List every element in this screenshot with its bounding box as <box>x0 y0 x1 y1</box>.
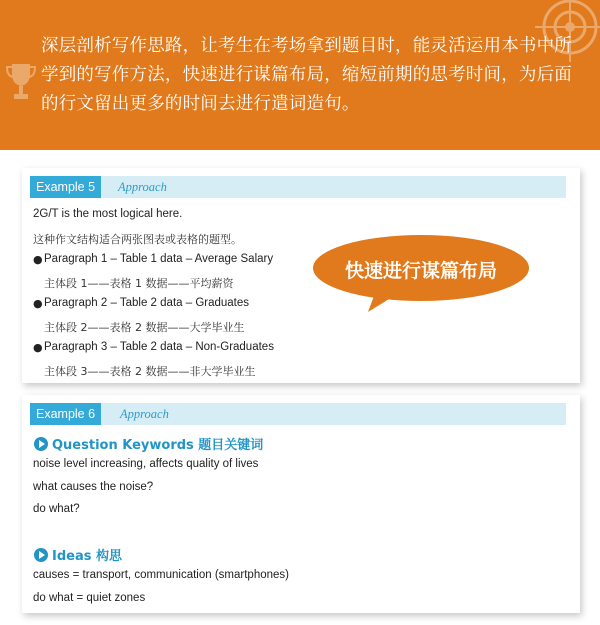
example-6-card <box>22 395 580 613</box>
keyword-line-1: noise level increasing, affects quality of lives <box>33 458 259 470</box>
paragraph-2-cn: 主体段 2——表格 2 数据——大学毕业生 <box>44 321 245 334</box>
example-5-header <box>30 176 566 198</box>
bullet-3: ● <box>33 341 43 354</box>
example-6-approach: Approach <box>120 407 169 421</box>
example-5-line-2: 这种作文结构适合两张图表或表格的题型。 <box>33 233 242 246</box>
example-5-line-1: 2G/T is the most logical here. <box>33 208 183 220</box>
keywords-heading <box>34 434 263 453</box>
paragraph-2-en: Paragraph 2 – Table 2 data – Graduates <box>44 297 250 309</box>
idea-line-2: do what = quiet zones <box>33 592 146 604</box>
top-banner <box>0 0 600 150</box>
example-5-approach: Approach <box>118 180 167 194</box>
paragraph-1-cn: 主体段 1——表格 1 数据——平均薪资 <box>44 277 234 290</box>
bullet-1: ● <box>33 253 43 266</box>
keyword-line-3: do what? <box>33 503 80 515</box>
example-6-header <box>30 403 566 425</box>
arrow-right-icon <box>34 548 48 562</box>
ideas-heading-text: Ideas 构思 <box>52 549 122 564</box>
bullet-2: ● <box>33 297 43 310</box>
ideas-heading <box>34 545 122 564</box>
paragraph-3-cn: 主体段 3——表格 2 数据——非大学毕业生 <box>44 365 256 378</box>
speech-bubble-text: 快速进行谋篇布局 <box>344 260 497 282</box>
example-5-tag: Example 5 <box>30 176 101 198</box>
keywords-heading-text: Question Keywords 题目关键词 <box>52 438 264 453</box>
trophy-icon <box>6 62 36 102</box>
paragraph-1-en: Paragraph 1 – Table 1 data – Average Salary <box>44 253 274 265</box>
banner-text: 深层剖析写作思路，让考生在考场拿到题目时，能灵活运用本书中所学到的写作方法，快速进行谋篇布局，缩短前期的思考时间，为后面的行文留出更多的时间去进行遣词造句。 <box>41 36 572 114</box>
example-6-tag: Example 6 <box>30 403 101 425</box>
speech-bubble <box>310 232 532 312</box>
idea-line-1: causes = transport, communication (smartphones) <box>33 569 289 581</box>
paragraph-3-en: Paragraph 3 – Table 2 data – Non-Graduates <box>44 341 274 353</box>
arrow-right-icon <box>34 437 48 451</box>
keyword-line-2: what causes the noise? <box>33 481 154 493</box>
